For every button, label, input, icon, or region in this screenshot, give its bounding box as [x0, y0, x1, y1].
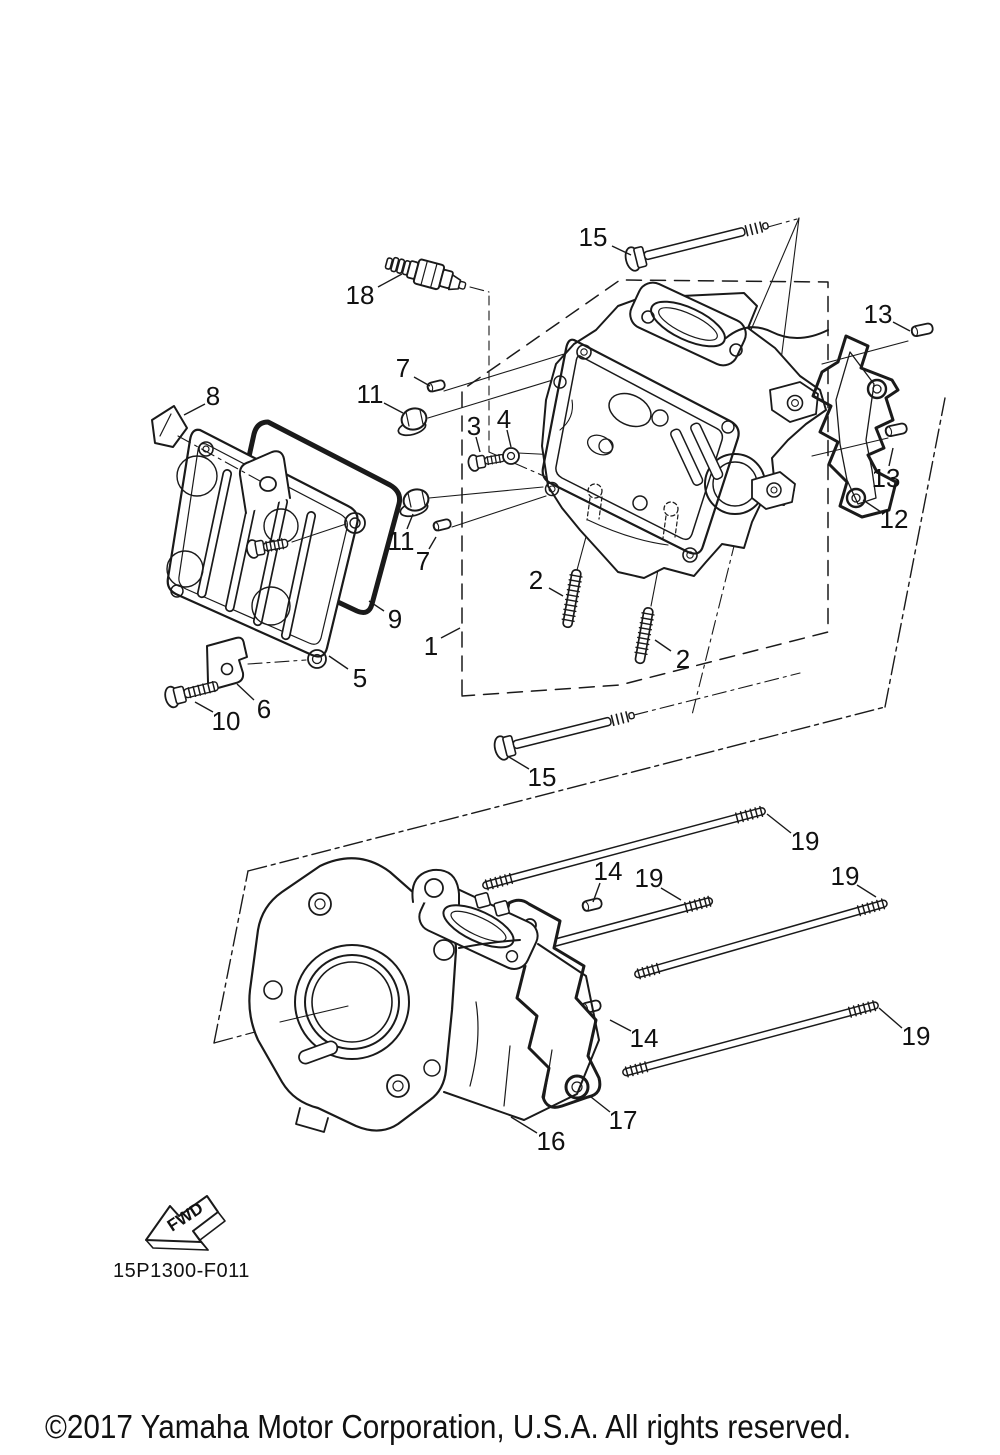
part-15-bolt-top — [623, 214, 770, 273]
part-2-stud-right — [633, 607, 655, 664]
callout-14: 14 — [593, 856, 623, 886]
copyright-text: ©2017 Yamaha Motor Corporation, U.S.A. All rights reserved. — [45, 1408, 852, 1446]
callout-8: 8 — [205, 381, 221, 411]
callout-7: 7 — [395, 353, 411, 383]
callout-2: 2 — [675, 644, 691, 674]
callout-19: 19 — [830, 861, 860, 891]
leader-line-7 — [414, 377, 430, 386]
part-19-stud-4 — [622, 1000, 880, 1078]
callout-14: 14 — [629, 1023, 659, 1053]
callout-2: 2 — [528, 565, 544, 595]
part-11-bolt-lower — [399, 487, 431, 519]
fwd-arrow — [146, 1196, 225, 1250]
callout-19: 19 — [790, 826, 820, 856]
leader-line-2 — [549, 588, 563, 596]
part-7-pin-lower — [432, 519, 451, 532]
part-2-stud-left — [561, 569, 583, 628]
leader-line-19 — [879, 1008, 902, 1028]
leader-line-6 — [237, 684, 254, 700]
callout-11: 11 — [356, 379, 384, 409]
leader-line-12 — [863, 500, 881, 512]
leader-line-2 — [655, 640, 671, 651]
leader-line-11 — [384, 403, 403, 413]
callout-15: 15 — [578, 222, 608, 252]
part-13-pin-lower — [884, 423, 907, 437]
callout-12: 12 — [879, 504, 909, 534]
leader-line-19 — [767, 814, 791, 833]
part-13-pin-upper — [910, 323, 933, 337]
leader-line-5 — [329, 656, 348, 669]
part-5-valve-cover — [167, 430, 365, 668]
callout-15: 15 — [527, 762, 557, 792]
part-4-washer — [503, 448, 519, 464]
leader-line-14 — [610, 1020, 631, 1031]
callout-10: 10 — [211, 706, 241, 736]
callout-7: 7 — [415, 546, 431, 576]
callout-18: 18 — [345, 280, 375, 310]
figure-part-code: 15P1300-F011 — [113, 1260, 250, 1282]
callout-5: 5 — [352, 663, 368, 693]
leader-line-17 — [591, 1097, 610, 1112]
part-11-bolt-upper — [397, 406, 429, 438]
part-19-stud-1 — [482, 806, 767, 891]
callout-16: 16 — [536, 1126, 566, 1156]
callout-6: 6 — [256, 694, 272, 724]
leader-line-1 — [441, 628, 460, 638]
leader-line-19 — [661, 888, 681, 900]
callout-17: 17 — [608, 1105, 638, 1135]
leader-line-15 — [509, 757, 529, 769]
leader-line-10 — [195, 702, 213, 712]
callout-4: 4 — [496, 404, 512, 434]
callout-13: 13 — [871, 463, 901, 493]
callout-19: 19 — [901, 1021, 931, 1051]
part-14-pin-upper — [581, 898, 602, 912]
leader-line-8 — [184, 404, 205, 415]
callout-11: 11 — [387, 526, 415, 556]
part-15-bolt-bottom — [492, 703, 637, 761]
callout-19: 19 — [634, 863, 664, 893]
leader-line-18 — [378, 274, 402, 287]
callout-9: 9 — [387, 604, 403, 634]
leader-line-13 — [893, 322, 910, 331]
callout-1: 1 — [423, 631, 439, 661]
callout-13: 13 — [863, 299, 893, 329]
leader-line-19 — [857, 885, 876, 897]
part-3-bolt — [467, 450, 506, 472]
fwd-label: FWD — [163, 1198, 207, 1236]
part-1-cylinder-head — [542, 278, 828, 578]
callout-3: 3 — [466, 411, 482, 441]
